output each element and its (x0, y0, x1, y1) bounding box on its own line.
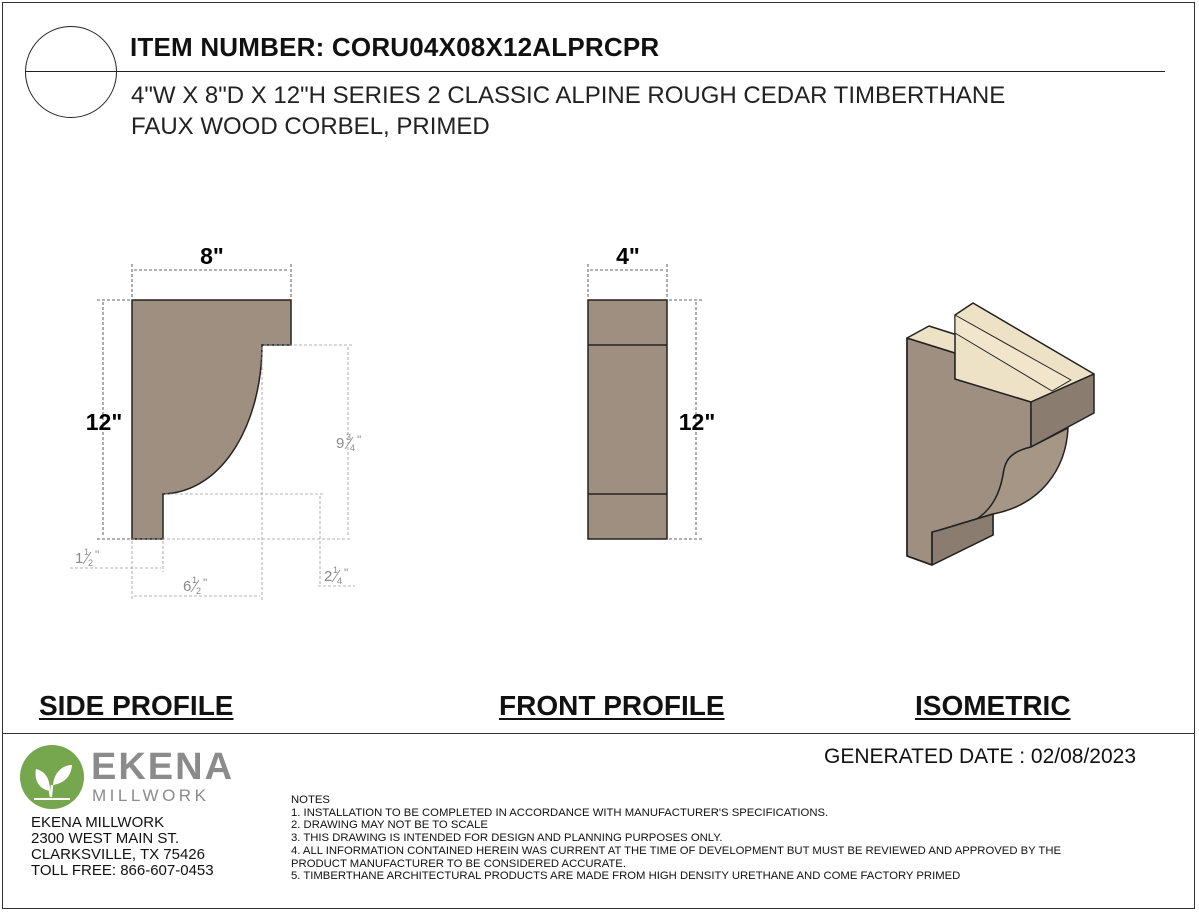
description-line-1: 4"W X 8"D X 12"H SERIES 2 CLASSIC ALPINE ROUGH CEDAR TIMBERTHANE (131, 82, 1006, 109)
address-line: 2300 WEST MAIN ST. (31, 830, 180, 847)
address-line: TOLL FREE: 866-607-0453 (31, 862, 214, 879)
svg-text:": " (344, 566, 349, 580)
note-line: 3. THIS DRAWING IS INTENDED FOR DESIGN AND PLANNING PURPOSES ONLY. (291, 832, 723, 845)
svg-text:": " (95, 548, 100, 562)
front-width-label: 4" (616, 243, 640, 269)
front-profile-shape (588, 300, 667, 539)
front-profile-title: FRONT PROFILE (499, 690, 725, 721)
side-profile-shape (132, 300, 291, 539)
isometric-title: ISOMETRIC (915, 690, 1071, 721)
svg-text:": " (203, 576, 208, 590)
side-profile-title: SIDE PROFILE (39, 690, 234, 721)
front-width-dimension (588, 264, 667, 298)
svg-text:6: 6 (183, 578, 192, 595)
svg-text:1: 1 (192, 575, 198, 585)
svg-text:3: 3 (346, 432, 352, 442)
svg-text:1: 1 (333, 565, 339, 575)
bottom-width-label (75, 547, 99, 568)
arc-width-label (183, 575, 207, 596)
note-line: 5. TIMBERTHANE ARCHITECTURAL PRODUCTS ARE MADE FROM HIGH DENSITY URETHANE AND COME FACTORY PRIMED (291, 870, 961, 883)
foot-height-label (324, 565, 348, 586)
svg-text:1: 1 (84, 547, 90, 557)
description-line-2: FAUX WOOD CORBEL, PRIMED (131, 113, 490, 140)
front-profile-view (588, 243, 715, 539)
svg-text:4: 4 (337, 576, 343, 586)
notes-block (291, 794, 1061, 883)
note-line: 4. ALL INFORMATION CONTAINED HEREIN WAS CURRENT AT THE TIME OF DEVELOPMENT BUT MUST BE REVIEWED AND APPROVED BY THE (291, 844, 1062, 857)
svg-text:9: 9 (336, 435, 345, 452)
side-height-label: 12" (85, 409, 123, 435)
generated-date: GENERATED DATE : 02/08/2023 (824, 745, 1137, 768)
address-line: EKENA MILLWORK (31, 814, 165, 831)
ekena-logo-mark (20, 745, 84, 809)
item-number: ITEM NUMBER: CORU04X08X12ALPRCPR (130, 32, 660, 62)
note-line: 2. DRAWING MAY NOT BE TO SCALE (291, 819, 488, 832)
footer-divider (2, 733, 1195, 734)
svg-text:2: 2 (196, 586, 202, 596)
side-width-dimension (132, 264, 291, 298)
svg-text:1: 1 (75, 550, 84, 567)
logo-brand-name: EKENA (91, 746, 235, 788)
svg-text:": " (357, 433, 362, 447)
isometric-view (907, 303, 1094, 565)
logo-brand-subtitle: MILLWORK (92, 786, 210, 805)
notes-title: NOTES (291, 794, 330, 806)
front-height-label: 12" (678, 409, 716, 435)
side-profile-view (70, 243, 361, 600)
company-address (31, 815, 214, 879)
note-line: 1. INSTALLATION TO BE COMPLETED IN ACCORDANCE WITH MANUFACTURER'S SPECIFICATIONS. (291, 806, 829, 819)
svg-text:4: 4 (350, 443, 356, 453)
inner-height-label (336, 432, 361, 453)
svg-text:2: 2 (88, 558, 94, 568)
leaf-icon (20, 745, 84, 809)
address-line: CLARKSVILLE, TX 75426 (31, 846, 205, 863)
side-width-label: 8" (200, 243, 224, 269)
note-line: PRODUCT MANUFACTURER TO BE CONSIDERED ACCURATE. (291, 857, 626, 870)
svg-text:2: 2 (324, 568, 333, 585)
